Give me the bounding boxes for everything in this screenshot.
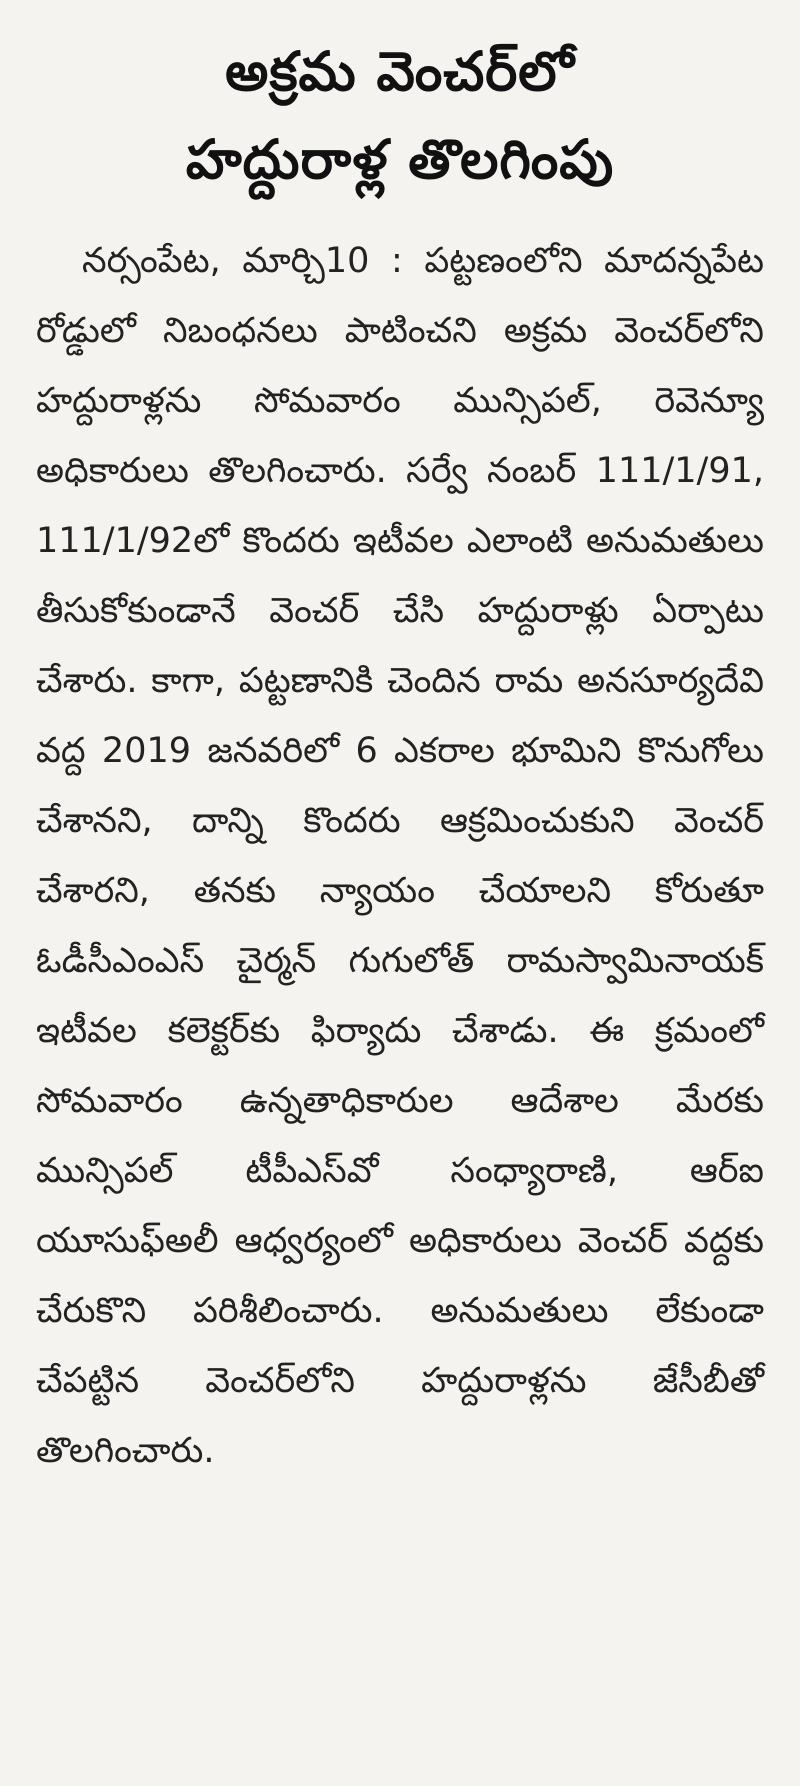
article-body: నర్సంపేట, మార్చి10 : పట్టణంలోని మాదన్నపేట రోడ్డులో నిబంధనలు పాటించని అక్రమ వెంచర్‌లోని హద్దురాళ్లను సోమవారం మున్సిపల్, రెవెన్యూ అధికారులు తొలగించారు. సర్వే నంబర్ 111/1/91, 111/1/92లో కొందరు ఇటీవల ఎలాంటి అనుమతులు తీసుకోకుండానే వెంచర్ చేసి హద్దురాళ్లు ఏర్పాటు చేశారు. కాగా, పట్టణానికి చెందిన రామ అనసూర్యదేవి వద్ద 2019 జనవరిలో 6 ఎకరాల భూమిని కొనుగోలు చేశానని, దాన్ని కొందరు ఆక్రమించుకుని వెంచర్ చేశారని, తనకు న్యాయం చేయాలని కోరుతూ ఓడీసీఎంఎస్ చైర్మన్ గుగులోత్ రామస్వామినాయక్ ఇటీవల కలెక్టర్‌కు ఫిర్యాదు చేశాడు. ఈ క్రమంలో సోమవారం ఉన్నతాధికారుల ఆదేశాల మేరకు మున్సిపల్ టీపీఎస్‌వో సంధ్యారాణి, ఆర్‌ఐ యూసుఫ్‌అలీ ఆధ్వర్యంలో అధికారులు వెంచర్ వద్దకు చేరుకొని పరిశీలించారు. అనుమతులు లేకుండా చేపట్టిన వెంచర్‌లోని హద్దురాళ్లను జేసీబీతో తొలగించారు. [36,241,764,1471]
headline-line-1: అక్రమ వెంచర్‌లో [225,40,575,103]
headline-line-2: హద్దురాళ్ల తొలగింపు [185,128,615,191]
headline [36,28,764,204]
